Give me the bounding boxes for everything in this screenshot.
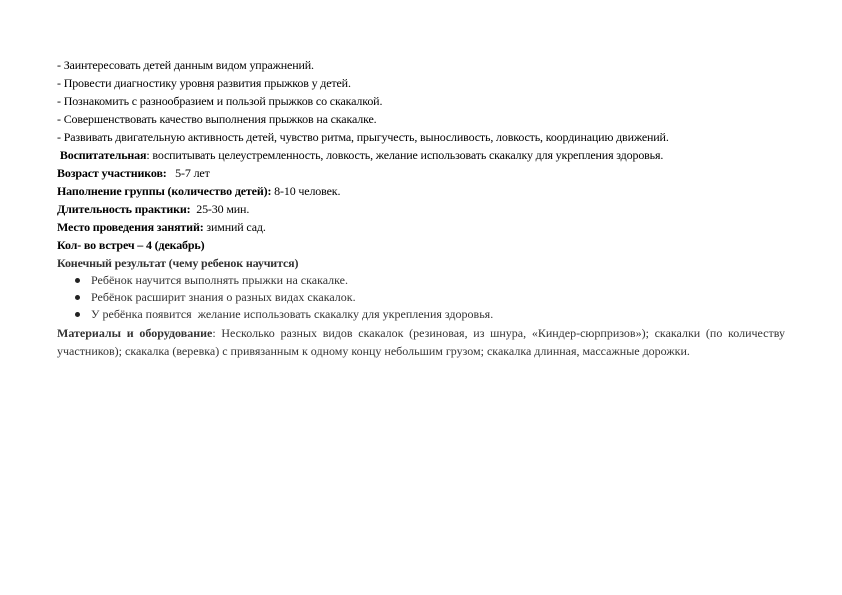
group-value: 8-10 человек. (271, 184, 341, 198)
place-value: зимний сад. (203, 220, 266, 234)
bullet-icon (75, 295, 80, 300)
goal-line-2: - Провести диагностику уровня развития прыжков у детей. (57, 76, 351, 90)
goal-line-5: - Развивать двигательную активность детей, чувство ритма, прыгучесть, выносливость, ловкость, координацию движений. (57, 130, 669, 144)
result-heading: Конечный результат (чему ребенок научится) (57, 256, 299, 270)
place-line (57, 218, 785, 236)
age-label: Возраст участников: (57, 166, 167, 180)
materials-label: Материалы и оборудование (57, 326, 213, 340)
group-line (57, 182, 785, 200)
duration-line (57, 200, 785, 218)
result-list (57, 272, 785, 323)
materials-paragraph (57, 324, 785, 360)
duration-label: Длительность практики: (57, 202, 191, 216)
meetings-line: Кол- во встреч – 4 (декабрь) (57, 238, 205, 252)
goal-line-3: - Познакомить с разнообразием и пользой прыжков со скакалкой. (57, 94, 383, 108)
duration-value: 25-30 мин. (190, 202, 250, 216)
result-item-text: У ребёнка появится желание использовать скакалку для укрепления здоровья. (91, 307, 494, 321)
educational-line (57, 146, 785, 164)
result-item-text: Ребёнок научится выполнять прыжки на скакалке. (91, 273, 348, 287)
result-item (57, 289, 785, 306)
goal-line-4: - Совершенствовать качество выполнения прыжков на скакалке. (57, 112, 377, 126)
materials-text: : Несколько разных видов скакалок (резиновая, из шнура, «Киндер-сюрпризов»); скакалки (по количеству участников); скакалка (веревка) с привязанным к одному концу небольшим грузом; скакалка длинная, массажные дорожки. (57, 326, 786, 358)
age-value: 5-7 лет (166, 166, 210, 180)
bullet-icon (75, 278, 80, 283)
result-item (57, 306, 785, 323)
result-item (57, 272, 785, 289)
age-line (57, 164, 785, 182)
place-label: Место проведения занятий: (57, 220, 204, 234)
goal-line-1: - Заинтересовать детей данным видом упражнений. (57, 58, 314, 72)
bullet-icon (75, 312, 80, 317)
result-item-text: Ребёнок расширит знания о разных видах скакалок. (91, 290, 356, 304)
educational-label: Воспитательная (59, 148, 147, 162)
educational-text: : воспитывать целеустремленность, ловкость, желание использовать скакалку для укрепления здоровья. (146, 148, 664, 162)
group-label: Наполнение группы (количество детей): (57, 184, 272, 198)
